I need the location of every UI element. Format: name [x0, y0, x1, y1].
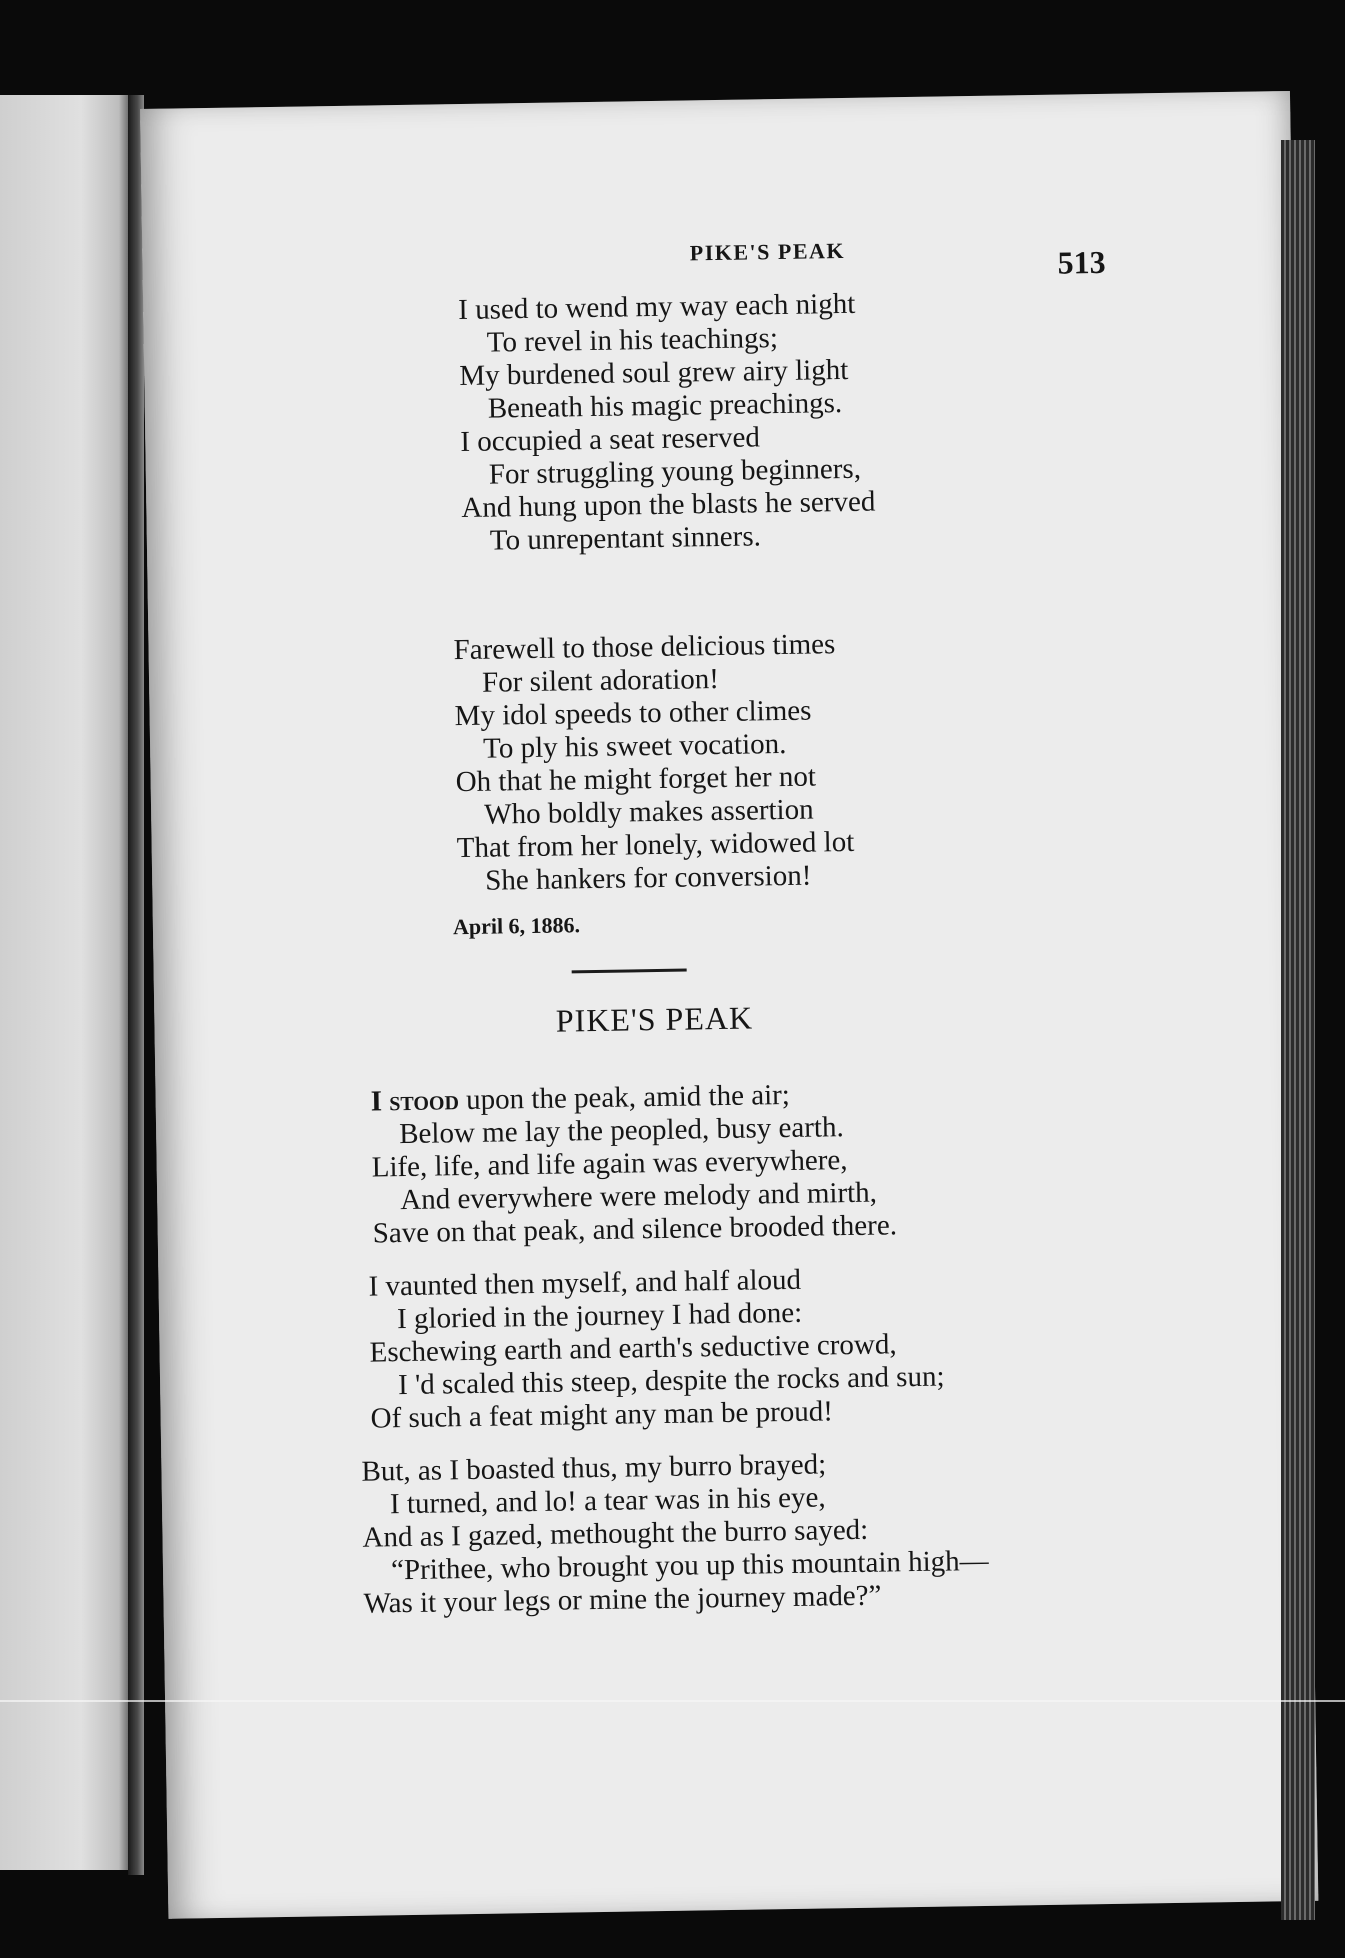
opening-words: I stood	[370, 1084, 460, 1118]
verse-line: Below me lay the peopled, busy earth.	[398, 1111, 844, 1151]
poem1-stanza1	[458, 288, 876, 558]
verse-line: To unrepentant sinners.	[489, 520, 762, 557]
verse-line: I occupied a seat reserved	[460, 421, 761, 459]
book-gutter	[128, 95, 144, 1875]
verse-line: My idol speeds to other climes	[454, 694, 812, 733]
poem-title: PIKE'S PEAK	[555, 999, 754, 1039]
poem-date: April 6, 1886.	[452, 912, 581, 940]
verse-line: She hankers for conversion!	[484, 859, 812, 897]
running-head: PIKE'S PEAK	[689, 237, 846, 266]
verse-line: I vaunted then myself, and half aloud	[368, 1263, 802, 1303]
verse-line: That from her lonely, widowed lot	[456, 825, 855, 865]
poem1-stanza2	[453, 628, 855, 898]
verse-line: Was it your legs or mine the journey made?”	[363, 1579, 882, 1620]
verse-line: And everywhere were melody and mirth,	[399, 1176, 878, 1217]
left-page-edge	[0, 95, 135, 1870]
book-page	[140, 91, 1318, 1919]
poem2-stanza2	[368, 1262, 945, 1436]
verse-line: Eschewing earth and earth's seductive crowd,	[369, 1328, 897, 1369]
verse-line: I used to wend my way each night	[458, 287, 856, 327]
verse-line: And as I gazed, methought the burro sayed:	[362, 1513, 869, 1554]
verse-line: My burdened soul grew airy light	[459, 353, 849, 393]
poem2-stanza3	[361, 1446, 989, 1621]
verse-line: But, as I boasted thus, my burro brayed;	[361, 1448, 827, 1488]
verse-line: Of such a feat might any man be proud!	[370, 1395, 834, 1435]
scan-artifact-line	[0, 1700, 1345, 1702]
page-edges	[1281, 140, 1315, 1920]
verse-line-rest: upon the peak, amid the air;	[458, 1078, 791, 1117]
verse-line: To revel in his teachings;	[486, 322, 779, 359]
verse-line: Save on that peak, and silence brooded there.	[372, 1209, 898, 1250]
verse-line: Beneath his magic preachings.	[487, 387, 843, 425]
verse-line: Life, life, and life again was everywhere,	[371, 1144, 848, 1184]
verse-line: Who boldly makes assertion	[483, 793, 814, 831]
section-divider	[572, 969, 687, 974]
verse-line: I turned, and lo! a tear was in his eye,	[389, 1481, 826, 1521]
verse-line: I gloried in the journey I had done:	[396, 1296, 803, 1336]
verse-line: To ply his sweet vocation.	[482, 727, 787, 765]
verse-line: And hung upon the blasts he served	[461, 485, 876, 525]
page-number: 513	[1057, 243, 1106, 281]
verse-line: Oh that he might forget her not	[455, 760, 817, 799]
verse-line: I 'd scaled this steep, despite the rocks and sun;	[397, 1360, 945, 1402]
verse-line: For silent adoration!	[481, 663, 720, 699]
verse-line: “Prithee, who brought you up this mountain high—	[390, 1544, 989, 1587]
verse-line: Farewell to those delicious times	[453, 628, 836, 667]
verse-line: For struggling young beginners,	[488, 452, 862, 491]
poem2-stanza1	[370, 1077, 897, 1250]
